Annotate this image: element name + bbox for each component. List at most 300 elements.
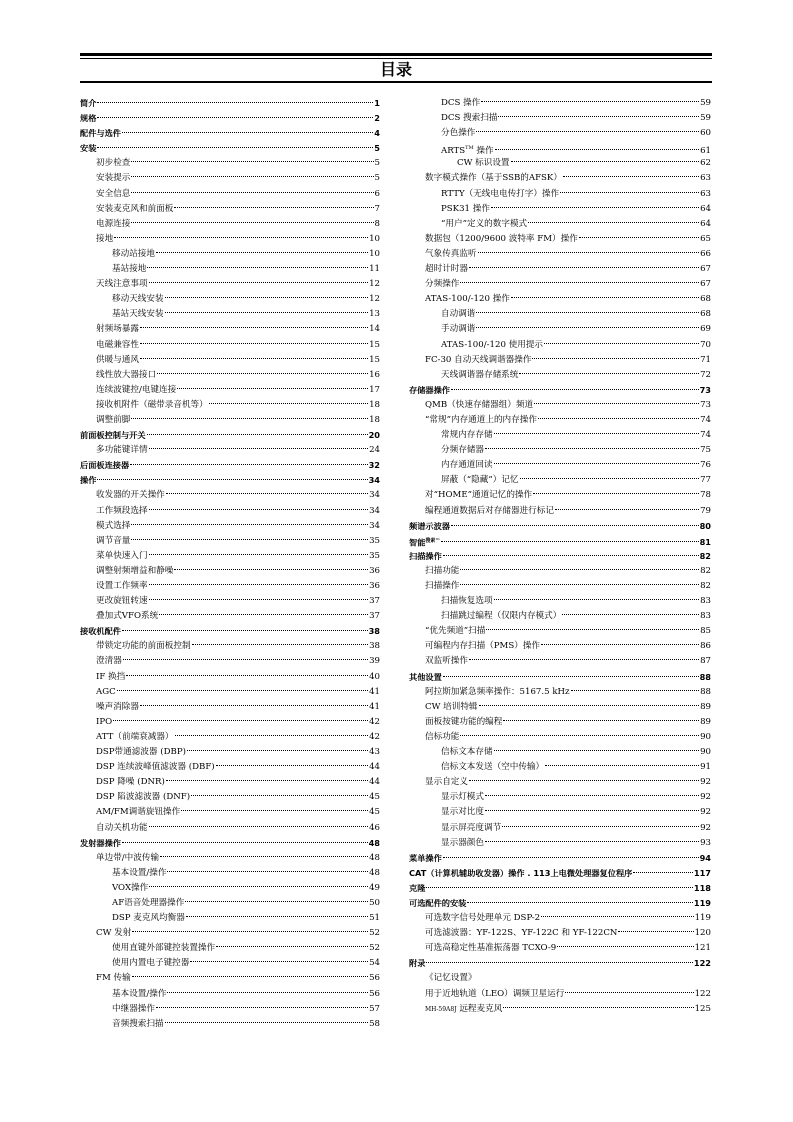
toc-entry-page: 58 (369, 1018, 380, 1029)
toc-entry-text: 菜单快速入门 (96, 550, 148, 561)
toc-entry[interactable] (80, 549, 380, 564)
toc-entry-title (425, 277, 459, 292)
toc-entry[interactable] (409, 247, 711, 262)
toc-entry[interactable] (409, 715, 711, 730)
toc-entry-title (425, 564, 459, 579)
dot-leader (149, 448, 368, 449)
toc-entry-page: 83 (700, 596, 711, 607)
toc-entry-text: VOX操作 (112, 882, 149, 893)
toc-entry[interactable] (409, 926, 711, 941)
toc-entry[interactable] (409, 413, 711, 428)
toc-entry[interactable] (80, 504, 380, 519)
toc-entry[interactable] (80, 836, 380, 851)
toc-entry[interactable] (80, 428, 380, 443)
toc-entry-text: FM 传输 (96, 973, 131, 984)
toc-entry[interactable] (80, 307, 380, 322)
toc-entry[interactable] (409, 353, 711, 368)
toc-entry[interactable] (80, 851, 380, 866)
toc-entry-text: 显示屏亮度调节 (441, 822, 502, 833)
dot-leader (562, 614, 699, 615)
toc-entry[interactable] (80, 262, 380, 277)
toc-entry[interactable] (80, 941, 380, 956)
toc-entry-text: DSP 连续波峰值滤波器 (DBF) (96, 762, 215, 773)
toc-entry-text: 前面板控制与开关 (80, 430, 146, 441)
toc-entry[interactable] (80, 639, 380, 654)
toc-entry[interactable] (80, 368, 380, 383)
toc-entry-text: 手动调谐 (441, 324, 476, 335)
toc-entry[interactable] (409, 126, 711, 141)
dot-leader (165, 312, 368, 313)
toc-entry-page: 85 (700, 626, 711, 637)
toc-entry-title (96, 926, 131, 941)
toc-entry[interactable] (409, 111, 711, 126)
toc-entry[interactable] (409, 624, 711, 639)
toc-entry[interactable] (409, 504, 711, 519)
toc-entry-title (425, 579, 459, 594)
toc-entry-page: 36 (369, 565, 380, 576)
dot-leader (544, 343, 699, 344)
toc-entry-page: 119 (694, 913, 711, 924)
toc-entry-text: 常规内存存储 (441, 430, 493, 441)
toc-entry[interactable] (80, 202, 380, 217)
toc-entry-page: 32 (368, 460, 380, 471)
toc-entry-title (425, 413, 537, 428)
toc-entry[interactable] (409, 338, 711, 353)
toc-entry[interactable] (409, 700, 711, 715)
toc-entry-text: IPO (96, 716, 113, 727)
toc-entry[interactable] (80, 715, 380, 730)
toc-entry[interactable] (80, 247, 380, 262)
toc-entry-text: 带锁定功能的前面板控制 (96, 641, 191, 652)
toc-entry[interactable] (409, 217, 711, 232)
dot-leader (460, 569, 699, 570)
toc-entry-text: 天线注意事项 (96, 279, 148, 290)
toc-entry[interactable] (409, 987, 711, 1002)
dot-leader (122, 842, 368, 843)
toc-entry[interactable] (80, 473, 380, 488)
toc-entry[interactable] (409, 760, 711, 775)
toc-entry[interactable] (80, 805, 380, 820)
toc-entry-title (96, 715, 112, 730)
toc-entry-page: 1 (374, 98, 380, 108)
toc-entry[interactable] (80, 443, 380, 458)
dot-leader (130, 464, 367, 465)
dot-leader (175, 735, 369, 736)
toc-entry-title (441, 202, 490, 217)
toc-entry-title (425, 292, 510, 307)
dot-leader (476, 131, 699, 132)
dot-leader (165, 1022, 368, 1023)
dot-leader (451, 389, 699, 390)
toc-entry-text: 扫描恢复选项 (441, 596, 493, 607)
toc-entry-text: IF 换挡 (96, 671, 126, 682)
toc-entry[interactable] (409, 911, 711, 926)
toc-entry[interactable] (409, 232, 711, 247)
toc-entry-title (96, 534, 130, 549)
toc-entry[interactable] (80, 730, 380, 745)
toc-entry[interactable] (80, 398, 380, 413)
toc-entry-title (96, 156, 130, 171)
toc-entry-text: 操作 (80, 475, 97, 486)
toc-entry[interactable] (409, 187, 711, 202)
toc-entry[interactable] (80, 488, 380, 503)
toc-entry[interactable] (409, 428, 711, 443)
toc-entry-page: 92 (700, 792, 711, 803)
toc-entry[interactable] (409, 956, 711, 971)
toc-entry-page: 11 (369, 264, 380, 275)
dot-leader (123, 659, 368, 660)
toc-entry[interactable] (80, 217, 380, 232)
dot-leader (503, 720, 699, 721)
toc-entry-title (96, 353, 139, 368)
toc-entry[interactable] (409, 488, 711, 503)
toc-entry[interactable] (80, 322, 380, 337)
toc-entry-title (441, 187, 559, 202)
toc-entry[interactable] (80, 987, 380, 1002)
dot-leader (533, 493, 699, 494)
toc-entry-page: 86 (700, 641, 711, 652)
toc-entry-page: 88 (699, 671, 711, 682)
toc-entry-page: 119 (693, 897, 711, 908)
toc-entry-title (425, 247, 477, 262)
toc-entry[interactable] (409, 851, 711, 866)
dot-leader (511, 161, 700, 162)
toc-entry-title (425, 504, 554, 519)
toc-column-left (80, 96, 380, 1032)
toc-entry[interactable] (409, 473, 711, 488)
toc-entry-title (96, 232, 113, 247)
toc-entry-page: 17 (369, 384, 380, 395)
toc-entry[interactable] (409, 534, 711, 549)
toc-entry[interactable] (80, 971, 380, 986)
toc-entry-page: 60 (700, 128, 711, 139)
toc-entry[interactable] (80, 1017, 380, 1032)
dot-leader (166, 493, 368, 494)
toc-entry-title (425, 911, 540, 926)
toc-entry[interactable] (80, 790, 380, 805)
toc-entry[interactable] (409, 277, 711, 292)
toc-entry[interactable] (80, 624, 380, 639)
dot-leader (460, 735, 699, 736)
toc-entry-text: 附录 (409, 958, 426, 969)
toc-entry-page: 36 (369, 581, 380, 591)
toc-entry-title (112, 1002, 155, 1017)
toc-entry[interactable] (409, 745, 711, 760)
toc-entry-page: 42 (369, 731, 380, 742)
toc-entry[interactable] (80, 881, 380, 896)
toc-entry-page: 34 (368, 475, 380, 486)
toc-entry-title (80, 126, 121, 141)
toc-entry[interactable] (409, 881, 711, 896)
dot-leader (167, 871, 368, 872)
toc-entry-title (425, 941, 556, 956)
toc-entry-page: 118 (693, 882, 711, 893)
toc-entry[interactable] (80, 413, 380, 428)
toc-entry[interactable] (80, 141, 380, 156)
toc-entry-text: 可选数字信号处理单元 DSP-2 (425, 913, 541, 924)
toc-entry[interactable] (80, 564, 380, 579)
toc-entry-page: 37 (369, 596, 380, 607)
toc-entry-text: 自动调谐 (441, 309, 476, 320)
toc-entry-page: 71 (700, 354, 711, 365)
toc-entry-text: “用户”定义的数字模式 (441, 218, 528, 229)
toc-entry-text: DCS 搜索扫描 (441, 113, 498, 124)
toc-entry-text: 调节音量 (96, 535, 131, 546)
toc-entry[interactable] (409, 836, 711, 851)
dot-leader (563, 176, 699, 177)
toc-entry-page: 42 (369, 716, 380, 727)
toc-entry[interactable] (80, 353, 380, 368)
toc-entry-page: 82 (700, 565, 711, 576)
toc-entry[interactable] (409, 292, 711, 307)
toc-entry-text: 分频存储器 (441, 445, 484, 456)
toc-entry-page: 122 (694, 988, 711, 999)
dot-leader (485, 810, 699, 811)
toc-entry-page: 13 (369, 309, 380, 320)
toc-entry-text: 可选配件的安装 (409, 897, 467, 908)
toc-entry-title (96, 171, 130, 186)
toc-entry[interactable] (80, 111, 380, 126)
toc-entry-page: 79 (700, 505, 711, 516)
toc-entry[interactable] (80, 654, 380, 669)
toc-entry-title (112, 247, 155, 262)
dot-leader (494, 750, 699, 751)
dot-leader (565, 992, 693, 993)
toc-entry-text: 内存通道回读 (441, 460, 493, 471)
toc-entry[interactable] (80, 1002, 380, 1017)
toc-entry-text: 扫描跳过编程（仅限内存模式） (441, 611, 562, 622)
toc-entry[interactable] (80, 956, 380, 971)
toc-entry-text: 信标功能 (425, 731, 460, 742)
toc-entry[interactable] (80, 609, 380, 624)
toc-entry-text: PSK31 操作 (441, 203, 490, 214)
dot-leader (494, 463, 699, 464)
toc-entry-text: 数字模式操作（基于SSB的AFSK） (425, 173, 562, 184)
toc-entry-title (96, 413, 130, 428)
toc-entry-text: 自动关机功能 (96, 822, 148, 833)
dot-leader (97, 102, 373, 103)
toc-entry-page: 7 (374, 203, 380, 214)
toc-entry[interactable] (409, 383, 711, 398)
toc-entry[interactable] (409, 549, 711, 564)
dot-leader (191, 795, 368, 796)
toc-entry-title (96, 821, 148, 836)
toc-entry-page: 57 (369, 1003, 380, 1014)
toc-entry-text: 收发器的开关操作 (96, 490, 165, 501)
toc-entry[interactable] (80, 171, 380, 186)
toc-entry[interactable] (80, 821, 380, 836)
toc-entry[interactable] (409, 368, 711, 383)
toc-entry-title (425, 926, 617, 941)
toc-entry-title (96, 609, 158, 624)
toc-entry-title (96, 488, 165, 503)
toc-entry[interactable] (80, 187, 380, 202)
toc-entry-text: 用于近地轨道（LEO）调频卫星运行 (425, 988, 565, 999)
toc-entry-page: 41 (369, 686, 380, 697)
toc-entry-page: 68 (700, 309, 711, 320)
toc-entry[interactable] (409, 685, 711, 700)
toc-entry-text: 基本设置/操作 (112, 867, 167, 878)
toc-entry[interactable] (80, 156, 380, 171)
toc-entry[interactable] (80, 579, 380, 594)
toc-entry-text: 可选滤波器：YF-122S、YF-122C 和 YF-122CN (425, 928, 618, 939)
toc-entry-title (80, 624, 121, 639)
toc-entry[interactable] (409, 458, 711, 473)
toc-entry-text: 超时计时器 (425, 264, 468, 275)
toc-entry[interactable] (409, 805, 711, 820)
toc-entry-text: 分频操作 (425, 279, 460, 290)
toc-entry[interactable] (80, 911, 380, 926)
toc-entry[interactable] (409, 609, 711, 624)
toc-entry-title (80, 428, 146, 443)
toc-entry-text: 安装 (80, 143, 97, 154)
toc-entry[interactable] (409, 639, 711, 654)
toc-entry[interactable] (80, 866, 380, 881)
toc-entry-text: 移动天线安装 (112, 294, 164, 305)
toc-entry-page: 38 (369, 641, 380, 652)
title-underline (80, 81, 712, 83)
toc-entry[interactable] (409, 1002, 711, 1017)
toc-entry[interactable] (409, 141, 711, 156)
toc-entry[interactable] (409, 262, 711, 277)
toc-entry[interactable] (80, 277, 380, 292)
toc-entry-text: 其他设置 (409, 671, 442, 682)
toc-entry-title (96, 202, 173, 217)
toc-entry-title (441, 96, 480, 111)
toc-entry-title (457, 156, 510, 171)
toc-entry[interactable] (80, 383, 380, 398)
toc-entry-text-suffix: 操作 (473, 146, 494, 157)
toc-entry[interactable] (409, 579, 711, 594)
toc-entry-title (96, 322, 139, 337)
toc-entry[interactable] (80, 96, 380, 111)
toc-entry-page: 59 (700, 113, 711, 124)
toc-entry[interactable] (80, 700, 380, 715)
toc-entry-title (441, 594, 493, 609)
dot-leader (97, 479, 367, 480)
dot-leader (485, 841, 699, 842)
toc-entry[interactable] (80, 594, 380, 609)
dot-leader (174, 569, 368, 570)
toc-entry-title (112, 896, 184, 911)
dot-leader (131, 539, 368, 540)
toc-entry-title (112, 292, 164, 307)
toc-entry-text: 初步检查 (96, 158, 131, 169)
toc-entry[interactable] (409, 896, 711, 911)
toc-entry[interactable] (409, 519, 711, 534)
toc-entry[interactable] (80, 896, 380, 911)
toc-entry-page: 35 (369, 550, 380, 561)
toc-entry-text: 气象传真监听 (425, 248, 477, 259)
toc-entry-text: 可选高稳定性基准振荡器 TCXO-9 (425, 943, 557, 954)
toc-entry-text: 菜单操作 (409, 852, 442, 863)
toc-entry[interactable] (409, 821, 711, 836)
toc-entry-page: 34 (369, 520, 380, 531)
toc-entry-title (96, 443, 148, 458)
toc-entry[interactable] (80, 745, 380, 760)
dot-leader (149, 599, 368, 600)
toc-entry-page: 44 (369, 762, 380, 773)
toc-entry-title (441, 458, 493, 473)
toc-entry-text: 发射器操作 (80, 837, 121, 848)
dot-leader (97, 117, 373, 118)
toc-entry-page: 80 (699, 520, 711, 531)
toc-entry[interactable] (409, 96, 711, 111)
toc-entry[interactable] (80, 126, 380, 141)
toc-entry[interactable] (80, 232, 380, 247)
toc-entry[interactable] (409, 654, 711, 669)
toc-entry[interactable] (80, 519, 380, 534)
dot-leader (495, 149, 700, 150)
toc-entry[interactable] (409, 322, 711, 337)
toc-entry-page: 48 (369, 867, 380, 878)
toc-entry-title (409, 956, 425, 971)
toc-entry-superscript: 搜索™ (425, 537, 441, 544)
toc-entry[interactable] (409, 730, 711, 745)
toc-entry-title (441, 111, 497, 126)
dot-leader (126, 675, 368, 676)
toc-entry[interactable] (409, 171, 711, 186)
toc-entry-page: 2 (374, 113, 380, 124)
toc-entry[interactable] (409, 443, 711, 458)
toc-entry-title (96, 654, 122, 669)
toc-entry-text: 安装提示 (96, 173, 131, 184)
toc-entry-page: 89 (700, 701, 711, 712)
toc-entry[interactable] (409, 866, 711, 881)
toc-entry-text: 编程通道数据后对存储器进行标记 (425, 505, 554, 516)
toc-entry-text: 数据包（1200/9600 波特率 FM）操作 (425, 233, 578, 244)
toc-entry[interactable] (80, 775, 380, 790)
toc-entry[interactable] (409, 202, 711, 217)
toc-entry[interactable] (409, 941, 711, 956)
toc-entry-title (425, 971, 477, 986)
toc-entry[interactable] (80, 458, 380, 473)
toc-entry-title (96, 745, 186, 760)
toc-entry-text: 线性放大器接口 (96, 369, 157, 380)
dot-leader (149, 509, 368, 510)
dot-leader (541, 916, 693, 917)
toc-entry[interactable] (409, 564, 711, 579)
toc-entry[interactable] (80, 670, 380, 685)
toc-entry-text: 面板按键功能的编程 (425, 716, 503, 727)
dot-leader (177, 388, 368, 389)
toc-entry[interactable] (409, 775, 711, 790)
toc-entry-page: 65 (700, 233, 711, 244)
toc-entry[interactable] (409, 594, 711, 609)
toc-entry-page: 67 (700, 264, 711, 275)
toc-entry[interactable] (409, 307, 711, 322)
dot-leader (469, 659, 699, 660)
toc-entry[interactable] (409, 790, 711, 805)
toc-entry-title (96, 368, 156, 383)
toc-entry[interactable] (80, 926, 380, 941)
toc-entry-title (96, 971, 131, 986)
toc-entry[interactable] (80, 760, 380, 775)
dot-leader (451, 525, 699, 526)
toc-entry[interactable] (80, 534, 380, 549)
toc-entry-text: DSP 降噪 (DNR) (96, 777, 165, 788)
toc-entry-text: 单边带/中波传输 (96, 852, 160, 863)
toc-entry[interactable] (80, 338, 380, 353)
toc-entry[interactable] (409, 971, 711, 986)
toc-entry[interactable] (409, 670, 711, 685)
toc-entry[interactable] (80, 292, 380, 307)
toc-entry-page: 45 (369, 807, 380, 818)
toc-entry-text: 多功能键详情 (96, 445, 148, 456)
toc-entry[interactable] (409, 398, 711, 413)
toc-entry[interactable] (80, 685, 380, 700)
toc-entry-page: 5 (374, 143, 380, 154)
